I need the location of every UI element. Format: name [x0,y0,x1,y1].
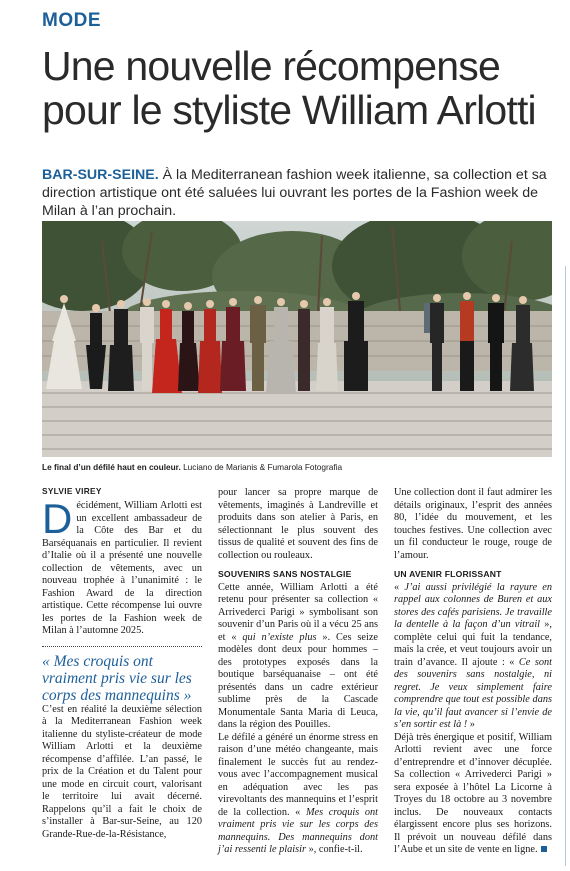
fashion-show-photo [42,221,552,457]
photo-caption [42,462,342,472]
caption-credit: Luciano de Marianis & Fumarola Fotografia [180,462,343,472]
paragraph: pour lancer sa propre marque de vêtements, imaginés à Landreville et produits dans son atelier à Paris, en sélectionnant le plus souvent des tissus de qualité et souvent des fins de collection ou rouleaux. [218,487,378,561]
quote-run: Mes croquis ont vraiment pris vie sur les corps des mannequins. Des mannequins dont j’ai ressenti le plaisir [218,806,378,855]
fashion-show-photo-illustration [42,221,552,457]
standfirst-text: À la Mediterranean fashion week italienne, sa collection et sa direction artistique ont été saluées lui ouvrant les portes de la Fashion week de Milan à l’an prochain. [42,167,547,219]
page-edge-rule [565,266,566,866]
byline: SYLVIE VIREY [42,486,102,496]
paragraph [394,732,552,857]
text-run: « [394,581,405,593]
text-run: Déjà très énergique et positif, William Arlotti revient avec une force d’entreprendre et d’innover décuplée. Sa collection « Arrivederci Parigi » sera exposée à l’hôtel La Licorne à Troyes du 18 octobre au 3 novembre inclus. De nouveaux contacts élargissent encore plus ses horizons. Il prévoit un nouveau défilé dans l’Aube et un site de vente en ligne. [394,731,552,855]
pullquote-rule [42,646,202,647]
text-run: Le défilé a généré un énorme stress en raison d’une météo changeante, mais finalement le succès fut au rendez-vous avec l’accompagnement musical en adéquation avec les pas virevoltants des mannequins et l’esprit de la collection. « [218,731,378,818]
article-column-1 [42,495,202,841]
quote-run: Ce sont des souvenirs sans nostalgie, ni regret. Je veux simplement faire comprendre que tout est possible dans la vie, qu’il faut avancer si l’envie de s’en sortir est là ! [394,656,552,730]
subhead: SOUVENIRS SANS NOSTALGIE [218,569,352,579]
subhead: UN AVENIR FLORISSANT [394,569,502,579]
headline: Une nouvelle récompense pour le styliste William Arlotti [42,43,536,133]
standfirst-place: BAR-SUR-SEINE. [42,167,159,183]
pullquote: « Mes croquis ont vraiment pris vie sur les corps des mannequins » [42,652,192,704]
quote-run: qui n’existe plus [242,631,317,643]
article-column-3 [394,487,552,857]
intro-paragraph [42,495,202,638]
text-run: Cette année, William Arlotti a été retenu pour présenter sa collection « Arrivederci Parigi » symbolisant son souvenir d’un Paris où il a vécu 25 ans et « [218,581,378,643]
text-run: ». Ces seize modèles dont deux pour hommes – des prototypes exposés dans la boutique barséquanaise – ont été présentés dans un cadre extérieur sublime près de la Cascade Monumentale Santa Maria di Leuca, dans la région des Pouilles. [218,631,378,730]
standfirst [42,166,557,220]
text-run: », confie-t-il. [306,844,363,855]
quote-run: J’ai aussi privilégié la rayure en rappel aux colonnes de Buren et aux stores des cafés parisiens. Je travaille la dentelle à la façon d’un vitrail [394,581,552,630]
text-run: », complète celui qui fuit la tendance, mais la crée, et veut toujours avoir un train d’avance. Il ajoute : « [394,619,552,668]
text-run: » [467,719,475,730]
paragraph [394,582,552,732]
article-column-2 [218,487,378,857]
section-rubric: MODE [42,10,101,31]
paragraph: Une collection dont il faut admirer les détails originaux, l’esprit des années 80, l’idée du mouvement, et les touches festives. Une collection avec un fil conducteur le rouge, rouge de l’amour. [394,487,552,561]
dropcap: D [42,495,73,542]
intro-text: écidément, William Arlotti est un excellent ambassadeur de la Côte des Bar et du Barséquanais en particulier. Il revient d’Italie où il a présenté une nouvelle collection de vêtements, avec un nouveau trophée à l’unanimité : le Fashion Award de la direction artistique. Cette récompense lui ouvre les portes de la Fashion week de Milan à l’automne 2025. [42,500,202,636]
paragraph [218,732,378,857]
paragraph: C’est en réalité la deuxième sélection à la Mediterranean Fashion week italienne du styliste-créateur de mode William Arlotti et la deuxième récompense d’affilée. L’an passé, le prix de la Création et du Talent pour une mode en circuit court, valorisant le territoire lui avait décerné. Rappelons qu’il a fait le choix de s’installer à Bar-sur-Seine, au 120 Grande-Rue-de-la-Résistance, [42,703,202,840]
end-of-article-icon [541,846,547,852]
paragraph [218,582,378,732]
caption-bold: Le final d’un défilé haut en couleur. [42,462,181,472]
